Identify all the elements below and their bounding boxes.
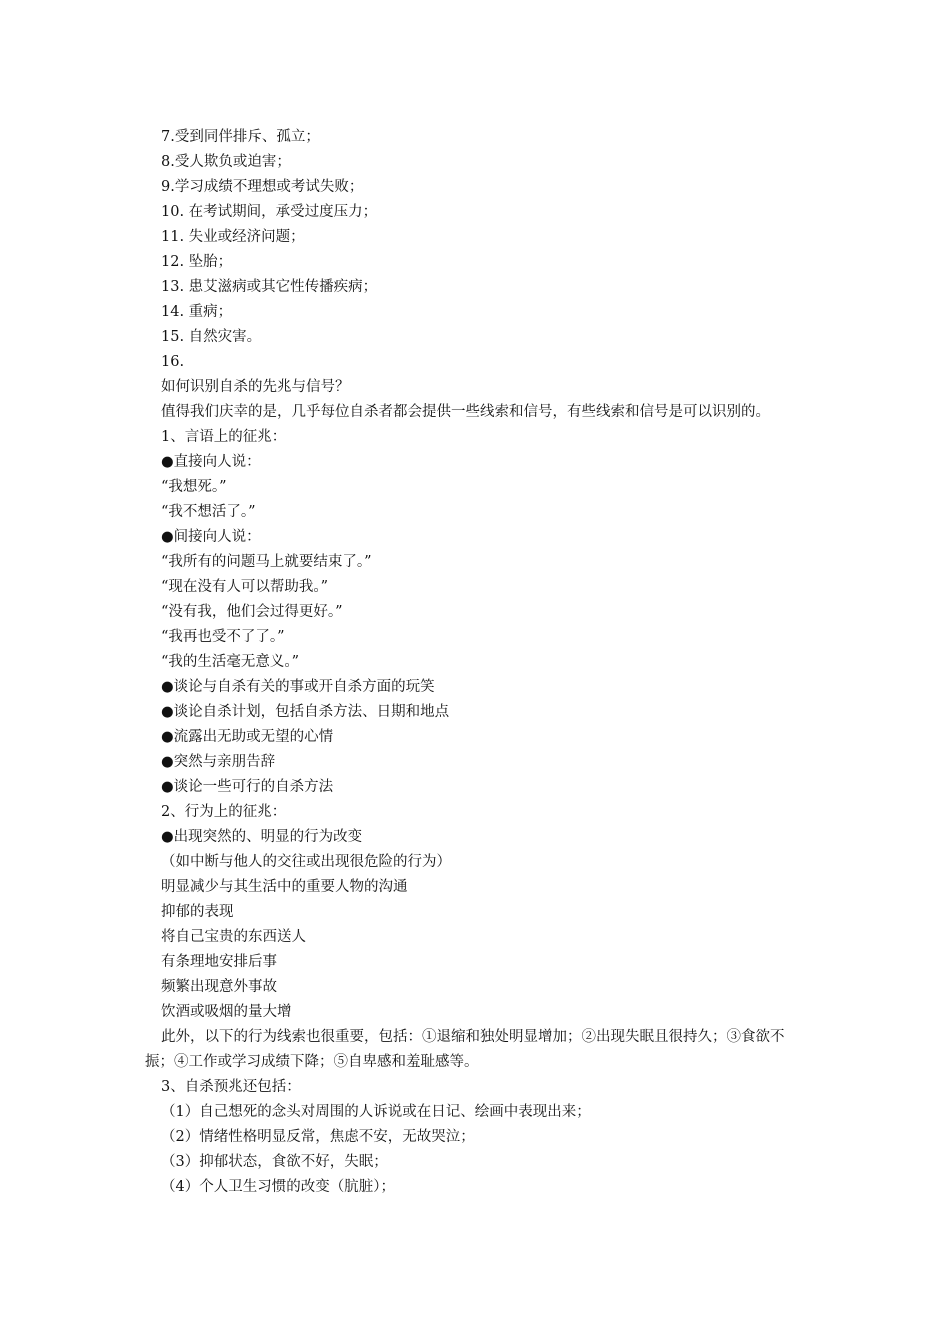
list-item-8: 8.受人欺负或迫害； — [161, 154, 291, 170]
list-item-10: 10. 在考试期间，承受过度压力； — [161, 204, 378, 220]
document-body — [145, 125, 805, 1200]
subheading-verbal-signs: 1、言语上的征兆： — [161, 429, 287, 445]
numbered-sign: （3）抑郁状态，食欲不好，失眠； — [161, 1154, 388, 1170]
list-item-13: 13. 患艾滋病或其它性传播疾病； — [161, 279, 378, 295]
quote-line: “我的生活毫无意义。” — [161, 654, 300, 670]
numbered-sign: （4）个人卫生习惯的改变（肮脏）； — [161, 1179, 395, 1195]
bullet-item: ●谈论一些可行的自杀方法 — [161, 779, 334, 795]
quote-line: “现在没有人可以帮助我。” — [161, 579, 329, 595]
numbered-sign: （1）自己想死的念头对周围的人诉说或在日记、绘画中表现出来； — [161, 1104, 591, 1120]
section-heading: 如何识别自杀的先兆与信号？ — [161, 379, 350, 395]
quote-line: “我再也受不了了。” — [161, 629, 285, 645]
bullet-item: ●流露出无助或无望的心情 — [161, 729, 334, 745]
subheading-behavior-signs: 2、行为上的征兆： — [161, 804, 287, 820]
quote-line: “没有我，他们会过得更好。” — [161, 604, 343, 620]
bullet-item: ●出现突然的、明显的行为改变 — [161, 829, 363, 845]
subheading-other-signs: 3、自杀预兆还包括： — [161, 1079, 301, 1095]
text-line: 明显减少与其生活中的重要人物的沟通 — [161, 879, 408, 895]
text-line: 饮酒或吸烟的量大增 — [161, 1004, 292, 1020]
list-item-11: 11. 失业或经济问题； — [161, 229, 305, 245]
list-item-7: 7.受到同伴排斥、孤立； — [161, 129, 320, 145]
text-line: 有条理地安排后事 — [161, 954, 277, 970]
quote-line: “我不想活了。” — [161, 504, 256, 520]
text-line: 抑郁的表现 — [161, 904, 234, 920]
bullet-item: ●突然与亲朋告辞 — [161, 754, 276, 770]
intro-paragraph: 值得我们庆幸的是，几乎每位自杀者都会提供一些线索和信号，有些线索和信号是可以识别的。 — [161, 404, 770, 420]
behavior-paragraph: 此外，以下的行为线索也很重要，包括：①退缩和独处明显增加；②出现失眠且很持久；③食欲不振；④工作或学习成绩下降；⑤自卑感和羞耻感等。 — [145, 1029, 785, 1070]
bullet-item: ●谈论与自杀有关的事或开自杀方面的玩笑 — [161, 679, 435, 695]
quote-line: “我所有的问题马上就要结束了。” — [161, 554, 372, 570]
bullet-direct: ●直接向人说： — [161, 454, 261, 470]
list-item-9: 9.学习成绩不理想或考试失败； — [161, 179, 364, 195]
numbered-sign: （2）情绪性格明显反常，焦虑不安，无故哭泣； — [161, 1129, 475, 1145]
text-line: （如中断与他人的交往或出现很危险的行为） — [161, 854, 451, 870]
list-item-14: 14. 重病； — [161, 304, 233, 320]
bullet-indirect: ●间接向人说： — [161, 529, 261, 545]
list-item-16: 16. — [161, 354, 185, 370]
bullet-item: ●谈论自杀计划，包括自杀方法、日期和地点 — [161, 704, 450, 720]
text-line: 将自己宝贵的东西送人 — [161, 929, 306, 945]
list-item-12: 12. 坠胎； — [161, 254, 233, 270]
list-item-15: 15. 自然灾害。 — [161, 329, 262, 345]
text-line: 频繁出现意外事故 — [161, 979, 277, 995]
quote-line: “我想死。” — [161, 479, 227, 495]
